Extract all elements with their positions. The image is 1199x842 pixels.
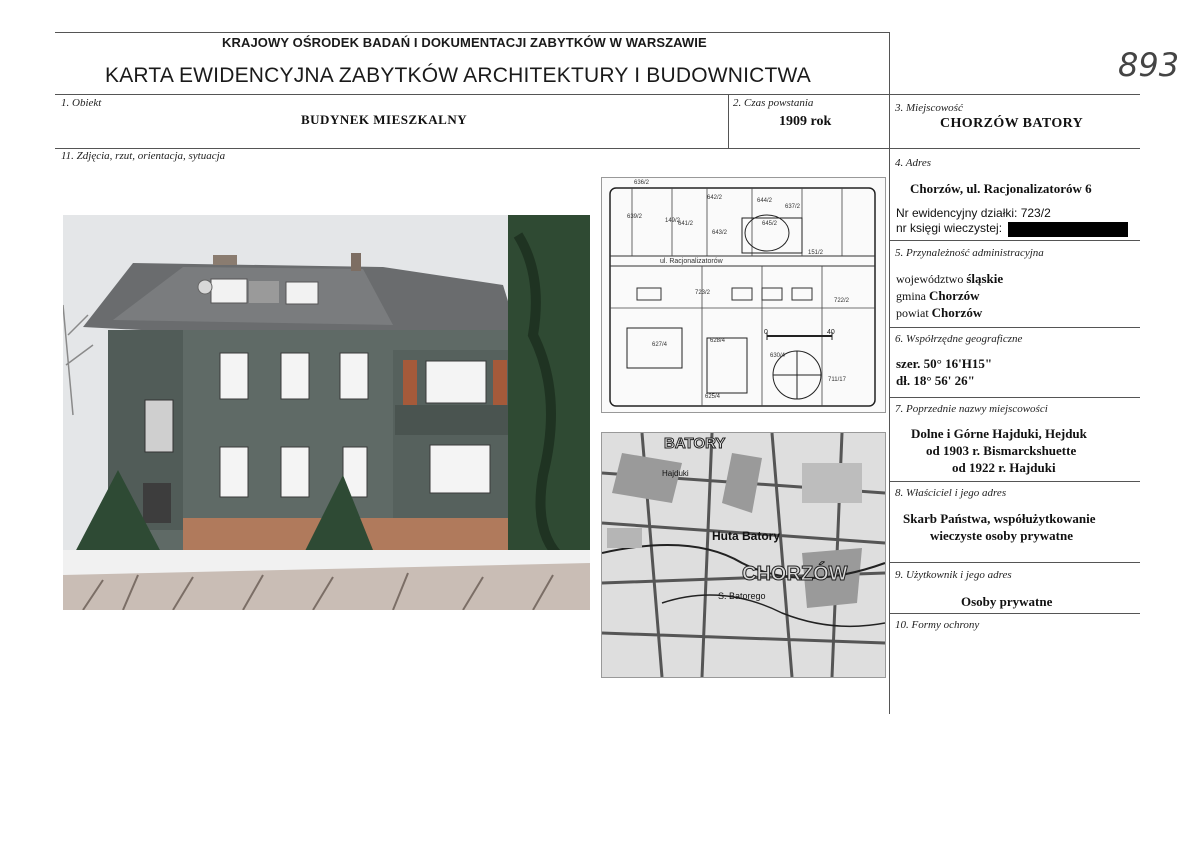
obiekt-label: 1. Obiekt (61, 97, 102, 109)
poprzednie-line2: od 1903 r. Bismarckshuette (926, 443, 1077, 458)
zdjecia-label: 11. Zdjęcia, rzut, orientacja, sytuacja (61, 150, 226, 162)
redacted-ksiega-number (1008, 222, 1128, 237)
gmina-line (896, 288, 980, 304)
city-map-label-batorego: S. Batorego (718, 591, 766, 601)
parcel-label: 628/4 (710, 338, 726, 344)
parcel-label: 711/17 (828, 377, 846, 383)
city-map-label-batory: BATORY (664, 435, 726, 452)
parcel-label: 639/2 (627, 214, 643, 220)
powiat-value: Chorzów (931, 305, 983, 320)
formy-label: 10. Formy ochrony (895, 619, 980, 631)
dlugosc-value: dł. 18° 56' 26" (896, 373, 975, 388)
ksiega-label: nr księgi wieczystej: (896, 221, 1003, 235)
handwritten-number: 893 (1118, 46, 1180, 84)
city-map-label-chorzow: CHORZÓW (742, 563, 848, 585)
divider-main-right (889, 32, 890, 714)
divider-obiekt-czas (728, 94, 729, 148)
wlasciciel-line2: wieczyste osoby prywatne (930, 528, 1073, 543)
gmina-value: Chorzów (929, 288, 980, 303)
parcel-label: 625/4 (705, 394, 721, 400)
map-scale-end: 40 (827, 329, 835, 336)
parcel-label: 643/2 (712, 230, 728, 236)
card-title: KARTA EWIDENCYJNA ZABYTKÓW ARCHITEKTURY I BUDOWNICTWA (105, 64, 812, 87)
powiat-line (896, 305, 982, 321)
uzytkownik-value: Osoby prywatne (961, 594, 1053, 609)
czas-value: 1909 rok (779, 114, 832, 129)
parcel-label: 636/2 (634, 180, 650, 186)
wlasciciel-line1: Skarb Państwa, współużytkowanie (903, 511, 1096, 526)
miejscowosc-value: CHORZÓW BATORY (940, 116, 1084, 131)
adres-label: 4. Adres (895, 157, 932, 169)
parcel-label: 637/2 (785, 204, 801, 210)
parcel-label: 627/4 (652, 342, 668, 348)
parcel-label: 630/4 (770, 353, 786, 359)
city-map (601, 432, 886, 678)
map-street-label: ul. Racjonalizatorów (660, 258, 723, 265)
uzytkownik-label: 9. Użytkownik i jego adres (895, 569, 1012, 581)
parcel-label: 641/2 (678, 221, 694, 227)
right-line-5 (889, 562, 1140, 563)
wojewodztwo-prefix: województwo (896, 272, 967, 286)
miejscowosc-label: 3. Miejscowość (895, 102, 963, 114)
city-map-label-huta: Huta Batory (712, 529, 781, 543)
poprzednie-line3: od 1922 r. Hajduki (952, 460, 1056, 475)
dzialka-number: Nr ewidencyjny działki: 723/2 (896, 206, 1051, 220)
poprzednie-label: 7. Poprzednie nazwy miejscowości (895, 403, 1048, 415)
right-line-4 (889, 481, 1140, 482)
cadastral-map (601, 177, 886, 413)
map-scale-start: 0 (764, 329, 768, 336)
building-photo (63, 215, 590, 610)
adres-value: Chorzów, ul. Racjonalizatorów 6 (910, 181, 1092, 196)
parcel-label: 642/2 (707, 195, 723, 201)
obiekt-value: BUDYNEK MIESZKALNY (301, 112, 468, 127)
wojewodztwo-line (896, 271, 1003, 287)
parcel-label: 149/2 (665, 218, 681, 224)
parcel-label: 644/2 (757, 198, 773, 204)
przynaleznosc-label: 5. Przynależność administracyjna (895, 247, 1044, 259)
wspolrzedne-label: 6. Współrzędne geograficzne (895, 333, 1023, 345)
wlasciciel-label: 8. Właściciel i jego adres (895, 487, 1007, 499)
city-map-label-hajduki: Hajduki (662, 469, 689, 478)
right-line-2 (889, 327, 1140, 328)
czas-label: 2. Czas powstania (733, 97, 814, 109)
parcel-label: 645/2 (762, 221, 778, 227)
right-line-3 (889, 397, 1140, 398)
powiat-prefix: powiat (896, 306, 932, 320)
right-line-6 (889, 613, 1140, 614)
gmina-prefix: gmina (896, 289, 929, 303)
parcel-label: 723/2 (695, 290, 711, 296)
szerokosc-value: szer. 50° 16'H15" (896, 356, 993, 371)
parcel-label: 722/2 (834, 298, 850, 304)
top-border (55, 32, 890, 33)
wojewodztwo-value: śląskie (966, 271, 1004, 286)
title-underline (55, 94, 1140, 95)
right-line-1 (889, 240, 1140, 241)
institution-name: KRAJOWY OŚRODEK BADAŃ I DOKUMENTACJI ZABYTKÓW W WARSZAWIE (222, 35, 707, 50)
row1-bottom-line (55, 148, 1140, 149)
poprzednie-line1: Dolne i Górne Hajduki, Hejduk (911, 426, 1087, 441)
parcel-label: 151/2 (808, 250, 824, 256)
